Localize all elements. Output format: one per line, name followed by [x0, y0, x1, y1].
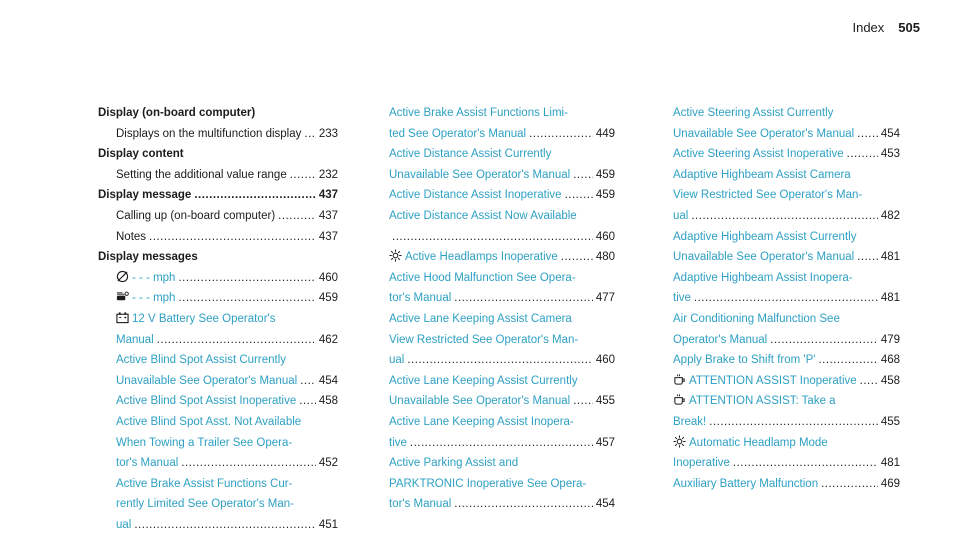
- leader-dots: [818, 350, 877, 371]
- entry-text: Calling up (on-board computer): [116, 209, 276, 222]
- leader-dots: [857, 124, 878, 145]
- leader-dots: [410, 433, 593, 454]
- page-reference: 233: [318, 127, 338, 140]
- index-entry-link[interactable]: [673, 144, 844, 165]
- page-reference: 459: [595, 189, 615, 202]
- entry-text: Active Lane Keeping Assist Currently: [389, 374, 578, 387]
- entry-text: tor's Manual: [389, 498, 452, 511]
- index-entry-link[interactable]: [673, 185, 862, 206]
- index-entry[interactable]: [371, 206, 615, 227]
- leader-dots: [304, 124, 315, 145]
- entry-text: Adaptive Highbeam Assist Currently: [673, 230, 857, 243]
- leader-dots: [529, 124, 593, 145]
- page-reference: 480: [595, 251, 615, 264]
- entry-text: Notes: [116, 230, 147, 243]
- entry-text: tor's Manual: [116, 457, 179, 470]
- entry-text: Auxiliary Battery Malfunction: [673, 477, 819, 490]
- leader-dots: [278, 206, 316, 227]
- page-reference: 449: [595, 127, 615, 140]
- entry-text: Automatic Headlamp Mode: [689, 436, 828, 449]
- page-reference: 481: [880, 292, 900, 305]
- index-entry[interactable]: [371, 474, 615, 495]
- index-entry-label: [98, 144, 184, 165]
- index-entry[interactable]: [371, 144, 615, 165]
- page-reference: 454: [318, 374, 338, 387]
- page-reference: 460: [595, 354, 615, 367]
- entry-text: Active Blind Spot Asst. Not Available: [116, 415, 302, 428]
- index-entry[interactable]: [371, 268, 615, 289]
- page-reference: 437: [318, 189, 338, 202]
- entry-text: Display messages: [98, 251, 198, 264]
- index-entry-link[interactable]: [389, 433, 407, 454]
- index-entry[interactable]: [371, 185, 615, 206]
- leader-dots: [691, 206, 877, 227]
- page-reference: 459: [595, 168, 615, 181]
- entry-text: Display message: [98, 189, 192, 202]
- index-entry-link[interactable]: [673, 165, 851, 186]
- entry-text: rently Limited See Operator's Man-: [116, 498, 294, 511]
- index-entry[interactable]: [371, 391, 615, 412]
- index-entry-link[interactable]: [673, 247, 854, 268]
- index-entry[interactable]: [98, 494, 338, 515]
- index-entry-link[interactable]: [116, 288, 175, 309]
- page-reference: 232: [318, 168, 338, 181]
- page-reference: 481: [880, 251, 900, 264]
- index-entry-link[interactable]: [116, 474, 292, 495]
- entry-text: ual: [116, 518, 132, 531]
- index-entry-link[interactable]: [389, 412, 574, 433]
- index-entry[interactable]: [655, 165, 900, 186]
- leader-dots: [709, 412, 878, 433]
- page-reference: 457: [595, 436, 615, 449]
- page-reference: 458: [880, 374, 900, 387]
- index-entry[interactable]: [655, 103, 900, 124]
- index-entry[interactable]: [371, 433, 615, 454]
- entry-text: - - - mph: [132, 292, 176, 305]
- page-reference: 482: [880, 209, 900, 222]
- leader-dots: [290, 165, 316, 186]
- index-entry[interactable]: [371, 247, 615, 268]
- index-heading: [98, 103, 338, 124]
- page-reference: 462: [318, 333, 338, 346]
- index-entry[interactable]: [655, 412, 900, 433]
- index-entry[interactable]: [98, 350, 338, 371]
- leader-dots: [299, 391, 316, 412]
- page-reference: 454: [595, 498, 615, 511]
- index-entry-link[interactable]: [673, 206, 688, 227]
- page-reference: 458: [318, 395, 338, 408]
- index-entry-label: [116, 206, 275, 227]
- leader-dots: [194, 185, 315, 206]
- index-entry-link[interactable]: [389, 330, 578, 351]
- entry-text: Active Lane Keeping Assist Inopera-: [389, 415, 574, 428]
- entry-text: tive: [389, 436, 407, 449]
- leader-dots: [860, 371, 878, 392]
- entry-text: Unavailable See Operator's Manual: [389, 168, 571, 181]
- index-entry-label: [116, 124, 301, 145]
- index-entry[interactable]: [371, 350, 615, 371]
- leader-dots: [178, 268, 315, 289]
- page-number: 505: [898, 20, 920, 35]
- entry-text: Active Brake Assist Functions Cur-: [116, 477, 293, 490]
- index-entry[interactable]: [655, 391, 900, 412]
- index-entry-link[interactable]: [116, 412, 301, 433]
- entry-text: Active Blind Spot Assist Currently: [116, 354, 287, 367]
- index-heading: [98, 247, 338, 268]
- index-entry[interactable]: [98, 391, 338, 412]
- index-entry-link[interactable]: [389, 494, 451, 515]
- page-reference: 477: [595, 292, 615, 305]
- index-entry-link[interactable]: [116, 268, 175, 289]
- index-entry-link[interactable]: [116, 309, 275, 330]
- index-entry-link[interactable]: [389, 124, 526, 145]
- entry-text: Active Parking Assist and: [389, 457, 519, 470]
- index-entry: [98, 206, 338, 227]
- entry-text: Displays on the multifunction display: [116, 127, 302, 140]
- index-entry[interactable]: [98, 453, 338, 474]
- leader-dots: [821, 474, 878, 495]
- entry-text: Active Steering Assist Inoperative: [673, 148, 844, 161]
- entry-text: Inoperative: [673, 457, 730, 470]
- index-entry-link[interactable]: [389, 206, 577, 227]
- entry-text: Unavailable See Operator's Manual: [673, 127, 855, 140]
- entry-text: Active Blind Spot Assist Inoperative: [116, 395, 297, 408]
- page-reference: 455: [880, 415, 900, 428]
- entry-text: Active Steering Assist Currently: [673, 107, 834, 119]
- entry-text: tor's Manual: [389, 292, 452, 305]
- page-reference: 479: [880, 333, 900, 346]
- leader-dots: [847, 144, 878, 165]
- index-entry-link[interactable]: [116, 433, 292, 454]
- index-entry-label: [116, 227, 146, 248]
- battery-icon: [116, 311, 129, 324]
- index-entry-link[interactable]: [389, 288, 451, 309]
- headlamp-icon: [673, 435, 686, 448]
- leader-dots: [454, 288, 593, 309]
- entry-text: View Restricted See Operator's Man-: [389, 333, 579, 346]
- index-entry-link[interactable]: [116, 515, 131, 535]
- index-entry-label: [98, 247, 198, 268]
- index-entry-link[interactable]: [673, 309, 840, 330]
- index-entry-link[interactable]: [389, 247, 558, 268]
- page-reference: 468: [880, 354, 900, 367]
- index-entry[interactable]: [98, 288, 338, 309]
- index-entry-link[interactable]: [673, 350, 815, 371]
- entry-text: When Towing a Trailer See Opera-: [116, 436, 293, 449]
- index-entry: [98, 227, 338, 248]
- index-entry-link[interactable]: [116, 371, 297, 392]
- leader-dots: [454, 494, 593, 515]
- entry-text: Air Conditioning Malfunction See: [673, 312, 840, 325]
- index-entry-link[interactable]: [673, 433, 828, 454]
- entry-text: Unavailable See Operator's Manual: [116, 374, 298, 387]
- index-entry-link[interactable]: [673, 474, 818, 495]
- leader-dots: [733, 453, 878, 474]
- index-entry[interactable]: [98, 474, 338, 495]
- entry-text: Display (on-board computer): [98, 107, 256, 119]
- leader-dots: [770, 330, 878, 351]
- index-entry-link[interactable]: [389, 144, 551, 165]
- index-entry[interactable]: [371, 227, 615, 248]
- index-entry-link[interactable]: [673, 227, 856, 248]
- page-reference: 459: [318, 292, 338, 305]
- index-entry-label: [98, 103, 255, 124]
- index-entry[interactable]: [655, 433, 900, 454]
- index-entry[interactable]: [98, 268, 338, 289]
- index-entry[interactable]: [98, 515, 338, 535]
- leader-dots: [573, 165, 593, 186]
- page-reference: 452: [318, 457, 338, 470]
- entry-text: Break!: [673, 415, 707, 428]
- index-entry-link[interactable]: [389, 268, 576, 289]
- leader-dots: [134, 515, 315, 535]
- entry-text: PARKTRONIC Inoperative See Opera-: [389, 477, 587, 490]
- index-entry-link[interactable]: [673, 288, 691, 309]
- index-entry-link[interactable]: [116, 350, 286, 371]
- page-reference: 451: [318, 518, 338, 531]
- index-entry[interactable]: [655, 185, 900, 206]
- leader-dots: [561, 247, 593, 268]
- index-entry[interactable]: [371, 453, 615, 474]
- index-entry-link[interactable]: [389, 165, 570, 186]
- leader-dots: [178, 288, 315, 309]
- leader-dots: [392, 227, 593, 248]
- index-entry[interactable]: [98, 433, 338, 454]
- index-entry[interactable]: [655, 227, 900, 248]
- entry-text: Active Distance Assist Inoperative: [389, 189, 562, 202]
- index-entry-link[interactable]: [116, 391, 296, 412]
- headlamp-icon: [389, 249, 402, 262]
- page-reference: 453: [880, 148, 900, 161]
- index-entry-link[interactable]: [116, 453, 178, 474]
- entry-text: Adaptive Highbeam Assist Inopera-: [673, 271, 853, 284]
- index-entry[interactable]: [655, 268, 900, 289]
- index-entry[interactable]: [371, 330, 615, 351]
- index-entry[interactable]: [655, 350, 900, 371]
- index-heading: [98, 185, 338, 206]
- speedometer-off-icon: [116, 270, 129, 283]
- index-entry[interactable]: [98, 371, 338, 392]
- index-entry-link[interactable]: [673, 391, 836, 412]
- index-heading: [98, 144, 338, 165]
- entry-text: Active Distance Assist Currently: [389, 148, 552, 161]
- index-entry-label: [116, 165, 287, 186]
- index-entry[interactable]: [371, 165, 615, 186]
- index-entry-link[interactable]: [389, 474, 586, 495]
- entry-text: Active Hood Malfunction See Opera-: [389, 271, 576, 284]
- index-entry-link[interactable]: [389, 103, 568, 124]
- index-entry[interactable]: [371, 371, 615, 392]
- index-entry[interactable]: [655, 247, 900, 268]
- index-entry[interactable]: [371, 412, 615, 433]
- index-entry-link[interactable]: [673, 371, 857, 392]
- index-entry-link[interactable]: [389, 185, 562, 206]
- index-entry-link[interactable]: [673, 103, 833, 124]
- index-entry-link[interactable]: [389, 309, 572, 330]
- leader-dots: [573, 391, 593, 412]
- index-entry[interactable]: [655, 206, 900, 227]
- leader-dots: [181, 453, 316, 474]
- page-reference: 460: [318, 271, 338, 284]
- index-entry[interactable]: [371, 309, 615, 330]
- index-entry-label: [98, 185, 191, 206]
- index-entry[interactable]: [371, 494, 615, 515]
- entry-text: ATTENTION ASSIST: Take a: [689, 395, 836, 408]
- index-entry: [98, 124, 338, 145]
- page-reference: 454: [880, 127, 900, 140]
- index-entry[interactable]: [655, 309, 900, 330]
- entry-text: ATTENTION ASSIST Inoperative: [689, 374, 857, 387]
- page-reference: 437: [318, 230, 338, 243]
- page-reference: 437: [318, 209, 338, 222]
- leader-dots: [857, 247, 878, 268]
- index-entry-link[interactable]: [389, 453, 518, 474]
- index-column-1: [98, 103, 338, 535]
- index-entry[interactable]: [98, 330, 338, 351]
- entry-text: Display content: [98, 148, 184, 161]
- index-entry: [98, 165, 338, 186]
- entry-text: ual: [673, 209, 689, 222]
- entry-text: Active Brake Assist Functions Limi-: [389, 107, 568, 119]
- index-entry-link[interactable]: [673, 330, 767, 351]
- entry-text: ted See Operator's Manual: [389, 127, 527, 140]
- leader-dots: [694, 288, 878, 309]
- index-entry[interactable]: [655, 330, 900, 351]
- index-entry[interactable]: [655, 453, 900, 474]
- page-reference: 455: [595, 395, 615, 408]
- entry-text: Unavailable See Operator's Manual: [389, 395, 571, 408]
- entry-text: Setting the additional value range: [116, 168, 287, 181]
- index-entry[interactable]: [655, 124, 900, 145]
- index-entry[interactable]: [371, 103, 615, 124]
- index-entry[interactable]: [655, 288, 900, 309]
- entry-text: 12 V Battery See Operator's: [132, 312, 276, 325]
- coffee-cup-icon: [673, 373, 686, 386]
- leader-dots: [300, 371, 316, 392]
- entry-text: tive: [673, 292, 691, 305]
- leader-dots: [565, 185, 593, 206]
- entry-text: Unavailable See Operator's Manual: [673, 251, 855, 264]
- leader-dots: [407, 350, 592, 371]
- index-entry[interactable]: [655, 371, 900, 392]
- entry-text: - - - mph: [132, 271, 176, 284]
- entry-text: Active Distance Assist Now Available: [389, 209, 577, 222]
- header-title: Index: [852, 20, 885, 35]
- index-column-3: [655, 103, 900, 494]
- coffee-cup-icon: [673, 393, 686, 406]
- index-entry[interactable]: [98, 412, 338, 433]
- index-entry[interactable]: [371, 124, 615, 145]
- leader-dots: [149, 227, 316, 248]
- entry-text: Adaptive Highbeam Assist Camera: [673, 168, 851, 181]
- index-entry-link[interactable]: [116, 330, 154, 351]
- entry-text: View Restricted See Operator's Man-: [673, 189, 863, 202]
- index-entry-link[interactable]: [673, 412, 706, 433]
- page-reference: 469: [880, 477, 900, 490]
- leader-dots: [157, 330, 316, 351]
- index-entry[interactable]: [655, 474, 900, 495]
- page-header: [852, 20, 920, 35]
- index-entry-link[interactable]: [116, 494, 294, 515]
- index-entry-link[interactable]: [389, 371, 578, 392]
- index-entry-link[interactable]: [389, 350, 404, 371]
- entry-text: Manual: [116, 333, 154, 346]
- page-reference: 481: [880, 457, 900, 470]
- entry-text: Active Lane Keeping Assist Camera: [389, 312, 572, 325]
- index-entry-link[interactable]: [673, 268, 853, 289]
- entry-text: ual: [389, 354, 405, 367]
- entry-text: Apply Brake to Shift from 'P': [673, 354, 816, 367]
- index-entry-link[interactable]: [673, 124, 854, 145]
- index-entry-link[interactable]: [673, 453, 730, 474]
- index-entry[interactable]: [655, 144, 900, 165]
- page-reference: 460: [595, 230, 615, 243]
- entry-text: Active Headlamps Inoperative: [405, 251, 558, 264]
- vehicle-distance-icon: [116, 290, 129, 303]
- index-entry[interactable]: [371, 288, 615, 309]
- index-column-2: [371, 103, 615, 515]
- index-entry-link[interactable]: [389, 391, 570, 412]
- entry-text: Operator's Manual: [673, 333, 768, 346]
- index-entry[interactable]: [98, 309, 338, 330]
